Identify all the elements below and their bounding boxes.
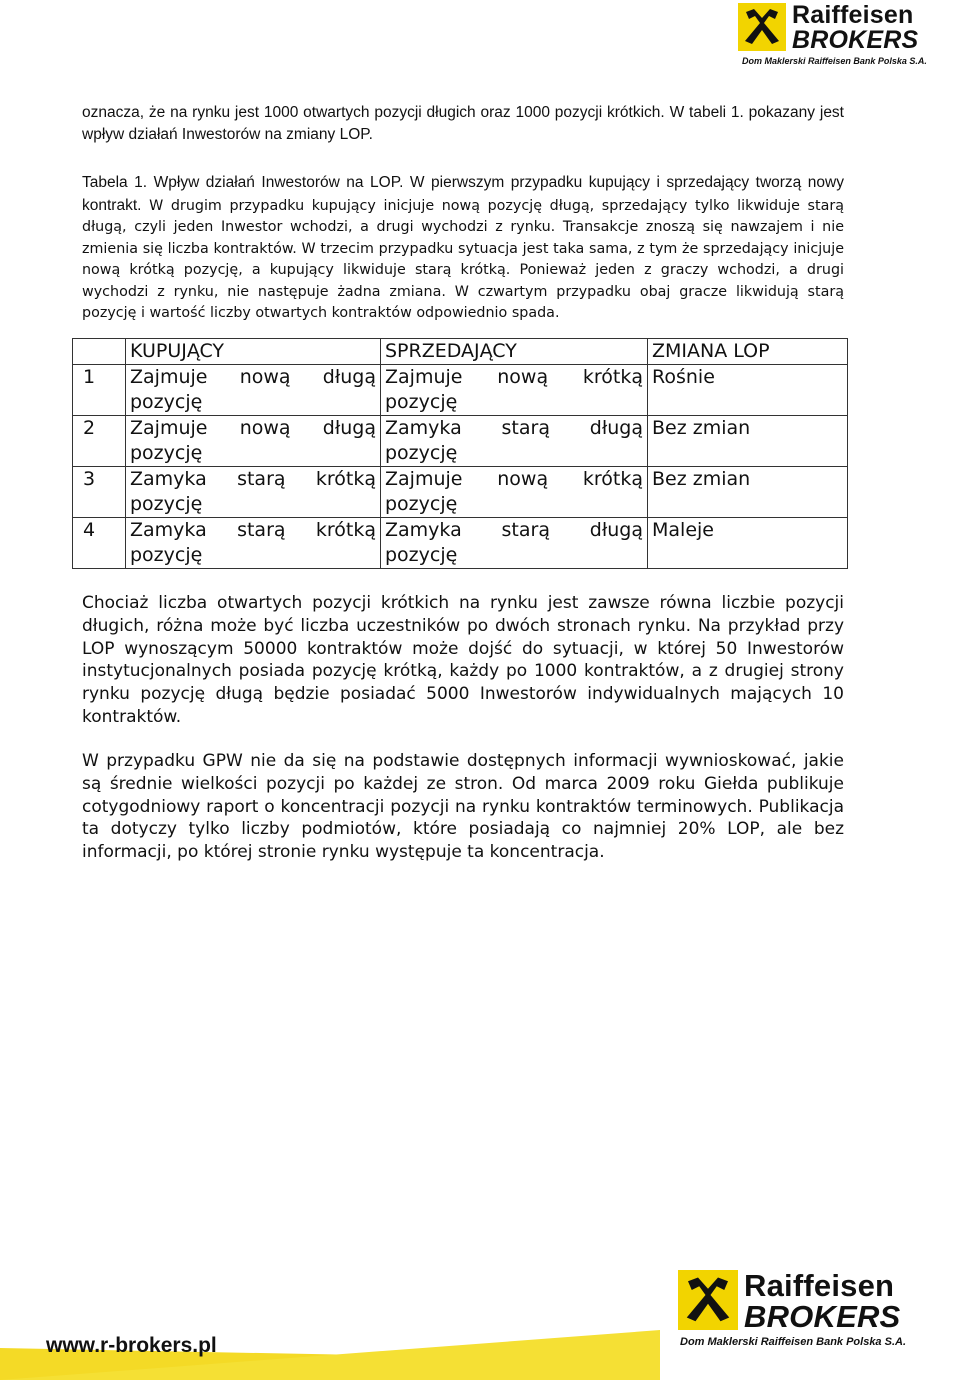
lop-table	[72, 338, 848, 569]
seller-cell: Zamyka starą długą pozycję	[381, 518, 648, 569]
seller-cell: Zajmuje nową krótką pozycję	[381, 467, 648, 518]
logo-subtitle: Dom Maklerski Raiffeisen Bank Polska S.A.	[742, 56, 927, 66]
table-row	[73, 518, 848, 569]
raiffeisen-logo-icon	[678, 1270, 738, 1330]
table-row	[73, 416, 848, 467]
seller-cell: Zajmuje nową krótką pozycję	[381, 365, 648, 416]
lop-change-cell: Bez zmian	[648, 467, 848, 518]
buyer-cell: Zamyka starą krótką pozycję	[126, 518, 381, 569]
lop-change-cell: Rośnie	[648, 365, 848, 416]
table-header-row	[73, 339, 848, 365]
lop-change-cell: Maleje	[648, 518, 848, 569]
row-number: 3	[73, 467, 126, 518]
row-number: 4	[73, 518, 126, 569]
table-header-cell: KUPUJĄCY	[126, 339, 381, 365]
logo-name-line2: BROKERS	[792, 26, 919, 54]
body-paragraph-1: Chociaż liczba otwartych pozycji krótkich na rynku jest zawsze równa liczbie pozycji długich, różna może być liczba uczestników po dwóch stronach rynku. Na przykład przy LOP wynoszącym 50000 kontraktów może dojść do sytuacji, w której 50 Inwestorów instytucjonalnych posiada pozycję krótką, każdy po 1000 kontraktów, a z drugiej strony rynku pozycję długą będzie posiadać 5000 Inwestorów indywidualnych mających 10 kontraktów.	[82, 593, 844, 727]
header-logo	[738, 3, 927, 66]
table-header-cell	[73, 339, 126, 365]
logo-subtitle: Dom Maklerski Raiffeisen Bank Polska S.A.	[680, 1336, 906, 1348]
buyer-cell: Zajmuje nową długą pozycję	[126, 416, 381, 467]
seller-cell: Zamyka starą długą pozycję	[381, 416, 648, 467]
footer-url-link[interactable]: www.r-brokers.pl	[46, 1334, 217, 1357]
raiffeisen-logo-icon	[738, 3, 786, 51]
lop-change-cell: Bez zmian	[648, 416, 848, 467]
table-header-cell: ZMIANA LOP	[648, 339, 848, 365]
table-description-text: W drugim przypadku kupujący inicjuje nową pozycję długą, sprzedający tylko likwiduje starą długą, czyli jeden Inwestor wchodzi, a drugi wychodzi z rynku. Transakcje znoszą się nawzajem i nie zmienia się liczba kontraktów. W trzecim przypadku sytuacja jest taka sama, z tym że sprzedający inicjuje nową krótką pozycję, a kupujący likwiduje starą krótką. Ponieważ jeden z graczy wchodzi, a drugi wychodzi z rynku, nie następuje żadna zmiana. W czwartym przypadku obaj gracze likwidują starą pozycję i wartość liczby otwartych kontraktów odpowiednio spada.	[82, 197, 844, 321]
intro-paragraph-2	[82, 172, 844, 325]
logo-name-line1: Raiffeisen	[744, 1268, 895, 1303]
table-row	[73, 365, 848, 416]
intro-paragraph-1: oznacza, że na rynku jest 1000 otwartych pozycji długich oraz 1000 pozycji krótkich. W tabeli 1. pokazany jest wpływ działań Inwestorów na zmiany LOP.	[82, 104, 844, 143]
table-header-cell: SPRZEDAJĄCY	[381, 339, 648, 365]
body-paragraph-2: W przypadku GPW nie da się na podstawie dostępnych informacji wywnioskować, jakie są średnie wielkości pozycji po każdej ze stron. Od marca 2009 roku Giełda publikuje cotygodniowy raport o koncentracji pozycji na rynku kontraktów terminowych. Publikacja ta dotyczy tylko liczby podmiotów, które posiadają co najmniej 20% LOP, ale bez informacji, po której stronie rynku występuje ta koncentracja.	[82, 751, 844, 863]
logo-name-line2: BROKERS	[744, 1299, 901, 1334]
table-caption-text: Tabela 1. Wpływ działań Inwestorów na LOP. W pierwszym przypadku kupujący i sprzedający tworzą nowy kontrakt.	[82, 174, 844, 214]
buyer-cell: Zamyka starą krótką pozycję	[126, 467, 381, 518]
buyer-cell: Zajmuje nową długą pozycję	[126, 365, 381, 416]
row-number: 1	[73, 365, 126, 416]
table-row	[73, 467, 848, 518]
row-number: 2	[73, 416, 126, 467]
logo-name-line1: Raiffeisen	[792, 1, 914, 29]
footer-logo	[678, 1270, 906, 1348]
